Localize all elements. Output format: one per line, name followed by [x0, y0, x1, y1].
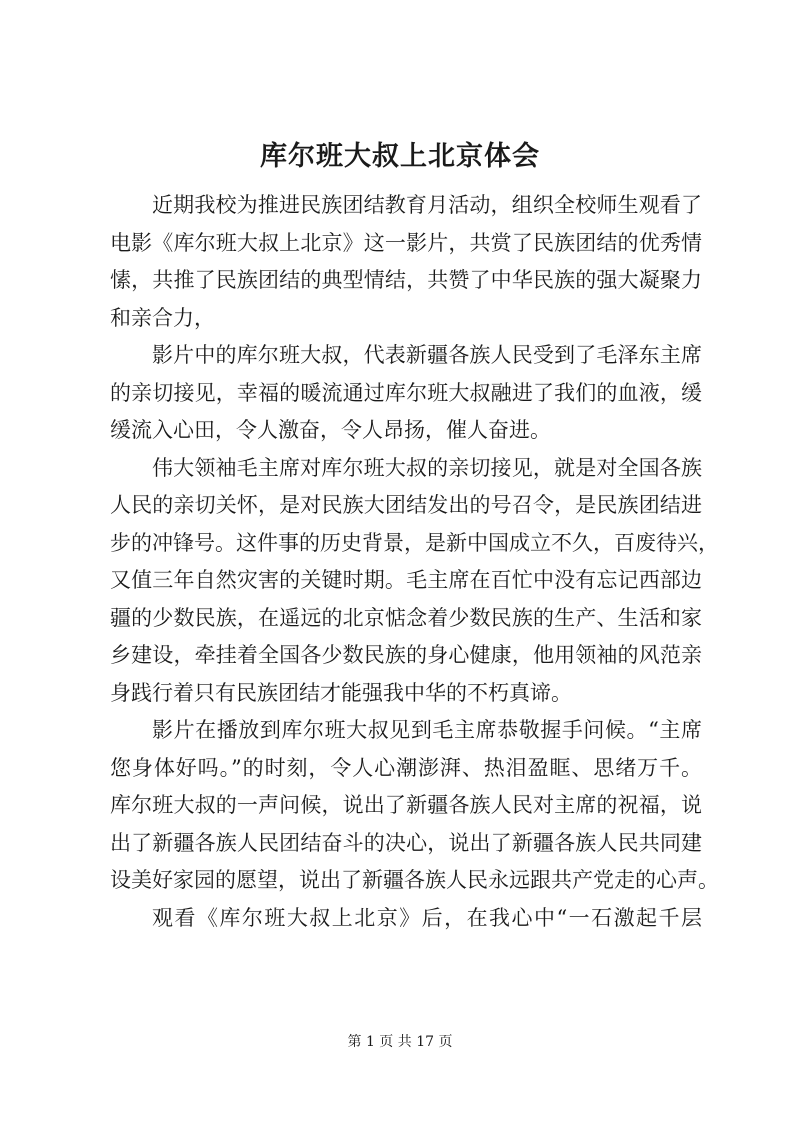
text-line: 近期我校为推进民族团结教育月活动，组织全校师生观看了	[152, 193, 702, 217]
text-line: 的亲切接见，幸福的暖流通过库尔班大叔融进了我们的血液，缓	[110, 380, 702, 405]
text-line: 影片中的库尔班大叔，代表新疆各族人民受到了毛泽东主席	[152, 343, 702, 367]
text-line: 您身体好吗。”的时刻，令人心潮澎湃、热泪盈眶、思绪万千。	[110, 755, 702, 780]
paragraph-2	[110, 337, 702, 450]
paragraph-4	[110, 712, 719, 900]
text-line: 影片在播放到库尔班大叔见到毛主席恭敬握手问候。“主席	[152, 718, 702, 742]
text-line: 人民的亲切关怀，是对民族大团结发出的号召令，是民族团结进	[110, 493, 702, 517]
text-line: 出了新疆各族人民团结奋斗的决心，说出了新疆各族人民共同建	[110, 830, 702, 855]
text-line: 伟大领袖毛主席对库尔班大叔的亲切接见，就是对全国各族	[152, 455, 702, 480]
text-line: 缓流入心田，令人激奋，令人昂扬，催人奋进。	[110, 418, 551, 442]
text-line: 愫，共推了民族团结的典型情结，共赞了中华民族的强大凝聚力	[110, 268, 702, 292]
paragraph-5	[110, 900, 702, 938]
text-line: 电影《库尔班大叔上北京》这一影片，共赏了民族团结的优秀情	[110, 230, 702, 255]
text-line: 和亲合力，	[110, 305, 215, 330]
text-line: 库尔班大叔的一声问候，说出了新疆各族人民对主席的祝福，说	[110, 793, 702, 817]
paragraph-1	[110, 187, 702, 337]
text-line: 步的冲锋号。这件事的历史背景，是新中国成立不久，百废待兴，	[110, 530, 719, 555]
page-number-footer: 第 1 页 共 17 页	[347, 1034, 453, 1050]
text-line: 设美好家园的愿望，说出了新疆各族人民永远跟共产党走的心声。	[110, 868, 719, 892]
text-line: 疆的少数民族，在遥远的北京惦念着少数民族的生产、生活和家	[110, 605, 702, 630]
text-line: 身践行着只有民族团结才能强我中华的不朽真谛。	[110, 680, 572, 705]
text-line: 观看《库尔班大叔上北京》后，在我心中“一石激起千层	[152, 905, 702, 930]
document-body	[110, 187, 719, 937]
text-line: 乡建设，牵挂着全国各少数民族的身心健康，他用领袖的风范亲	[110, 643, 702, 667]
text-line: 又值三年自然灾害的关键时期。毛主席在百忙中没有忘记西部边	[110, 568, 702, 592]
paragraph-3	[110, 450, 719, 713]
document-title: 库尔班大叔上北京体会	[260, 141, 540, 172]
